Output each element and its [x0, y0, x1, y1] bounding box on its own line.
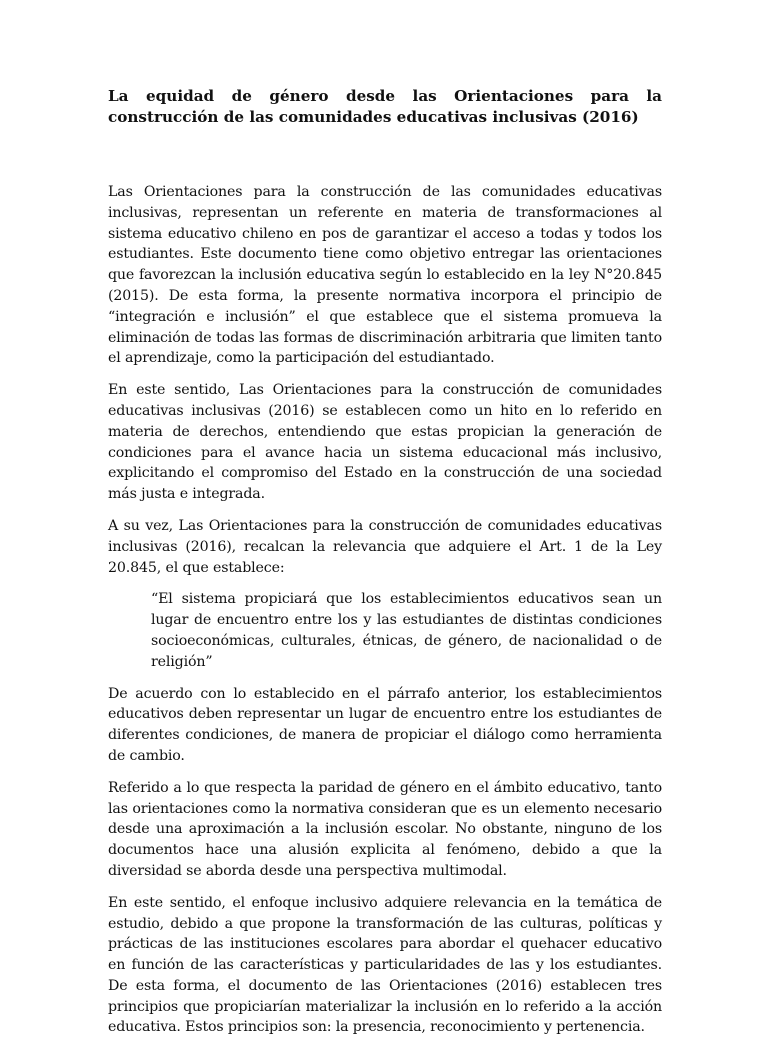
- document-body: [108, 86, 662, 1049]
- block-quote: “El sistema propiciará que los establecimientos educativos sean un lugar de encuentro entre los y las estudiantes de distintas condiciones socioeconómicas, culturales, étnicas, de género, de nacionalidad o de religión”: [151, 591, 662, 670]
- document-title: La equidad de género desde las Orientaciones para la construcción de las comunidades educativas inclusivas (2016): [108, 87, 662, 126]
- paragraph-5: Referido a lo que respecta la paridad de género en el ámbito educativo, tanto las orientaciones como la normativa consideran que es un elemento necesario desde una aproximación a la inclusión escolar. No obstante, ninguno de los documentos hace una alusión explicita al fenómeno, debido a que la diversidad se aborda desde una perspectiva multimodal.: [108, 779, 662, 879]
- paragraph-2: En este sentido, Las Orientaciones para la construcción de comunidades educativas inclusivas (2016) se establecen como un hito en lo referido en materia de derechos, entendiendo que estas propician la generación de condiciones para el avance hacia un sistema educacional más inclusivo, explicitando el compromiso del Estado en la construcción de una sociedad más justa e integrada.: [108, 382, 662, 503]
- paragraph-1: Las Orientaciones para la construcción de las comunidades educativas inclusivas, representan un referente en materia de transformaciones al sistema educativo chileno en pos de garantizar el acceso a todas y todos los estudiantes. Este documento tiene como objetivo entregar las orientaciones que favorezcan la inclusión educativa según lo establecido en la ley N°20.845 (2015). De esta forma, la presente normativa incorpora el principio de “integración e inclusión” el que establece que el sistema promueva la eliminación de todas las formas de discriminación arbitraria que limiten tanto el aprendizaje, como la participación del estudiantado.: [108, 184, 662, 367]
- paragraph-4: De acuerdo con lo establecido en el párrafo anterior, los establecimientos educativos deben representar un lugar de encuentro entre los estudiantes de diferentes condiciones, de manera de propiciar el diálogo como herramienta de cambio.: [108, 685, 662, 764]
- paragraph-3: A su vez, Las Orientaciones para la construcción de comunidades educativas inclusivas (2016), recalcan la relevancia que adquiere el Art. 1 de la Ley 20.845, el que establece:: [108, 517, 662, 576]
- paragraph-6: En este sentido, el enfoque inclusivo adquiere relevancia en la temática de estudio, debido a que propone la transformación de las culturas, políticas y prácticas de las instituciones escolares para abordar el quehacer educativo en función de las características y particularidades de las y los estudiantes. De esta forma, el documento de las Orientaciones (2016) establecen tres principios que propiciarían materializar la inclusión en lo referido a la acción educativa. Estos principios son: la presencia, reconocimiento y pertenencia.: [108, 894, 662, 1036]
